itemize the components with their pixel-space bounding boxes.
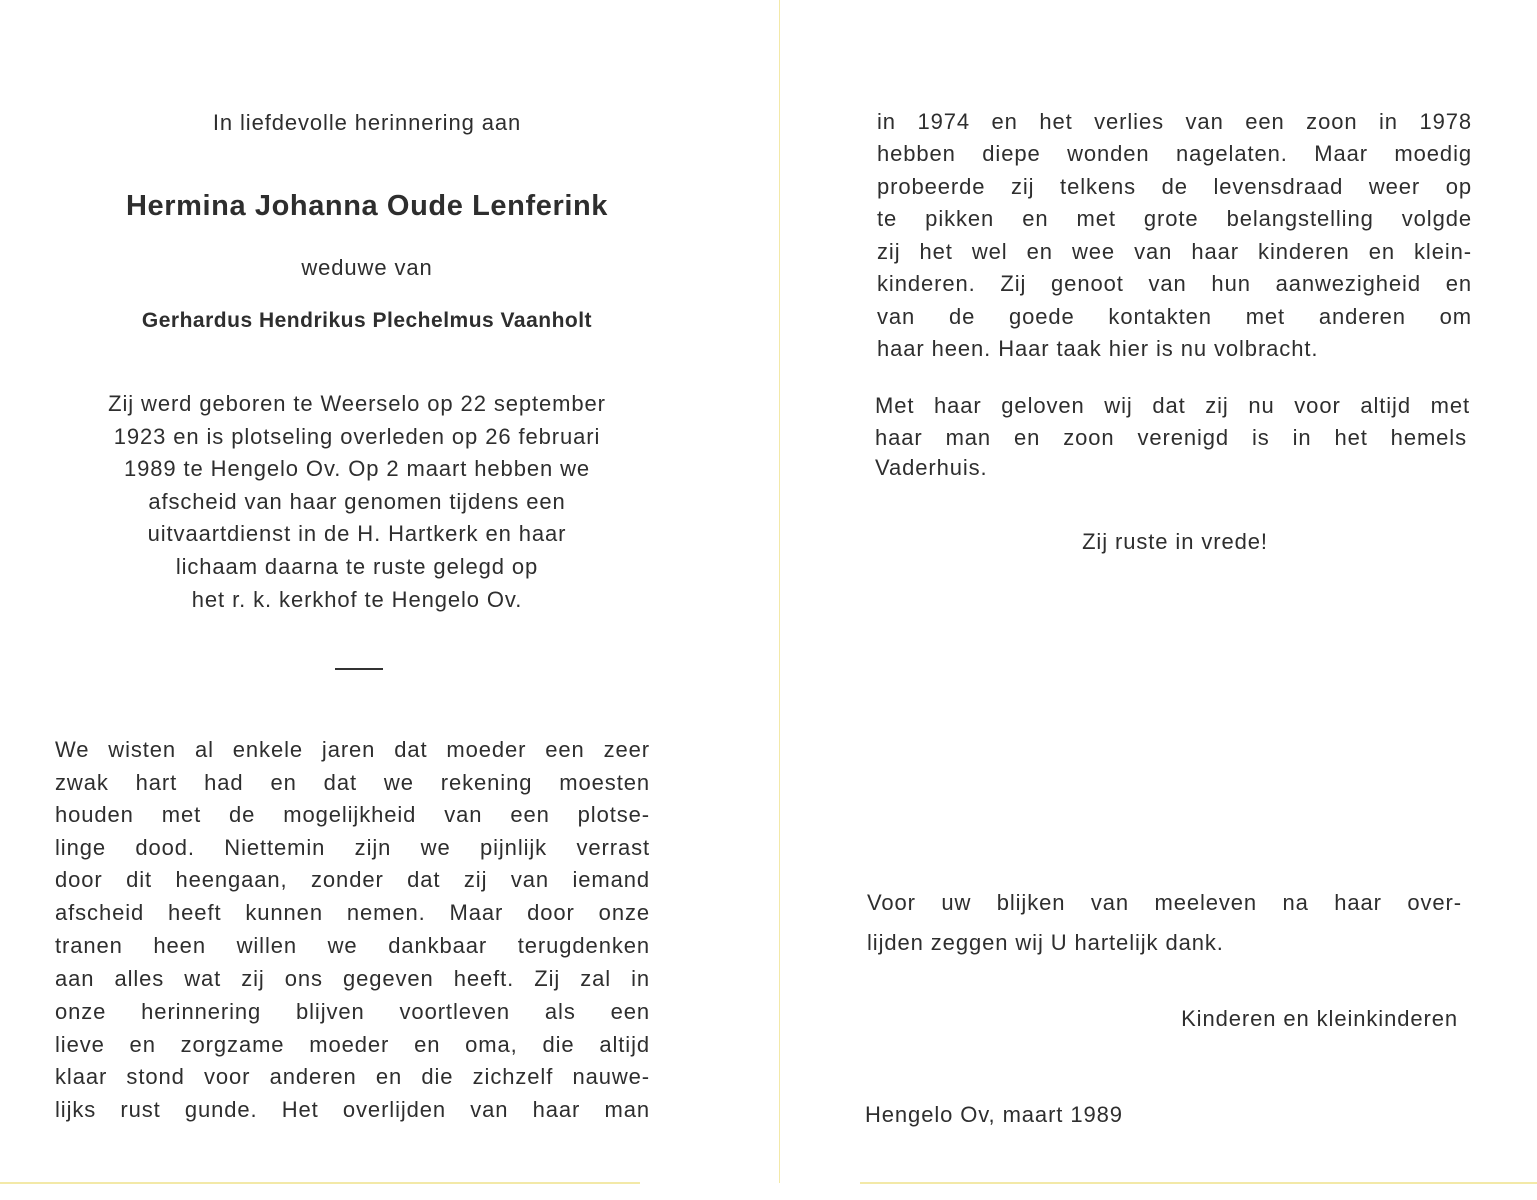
widow-of-line: weduwe van (301, 255, 433, 280)
text-line: door dit heengaan, zonder dat zij van iemand (55, 867, 650, 892)
text-line: houden met de mogelijkheid van een plotse- (55, 802, 650, 827)
text-line: van de goede kontakten met anderen om (877, 304, 1472, 329)
faith-line: Vaderhuis. (875, 455, 988, 480)
text-line: zwak hart had en dat we rekening moesten (55, 770, 650, 795)
text-line: probeerde zij telkens de levensdraad weer op (877, 174, 1472, 199)
text-line: onze herinnering blijven voortleven als een (55, 999, 650, 1024)
intro-line: In liefdevolle herinnering aan (212, 110, 522, 135)
faith-line: Met haar geloven wij dat zij nu voor altijd met (875, 393, 1470, 418)
text-line: haar heen. Haar taak hier is nu volbracht. (877, 336, 1319, 361)
bio-line: 1989 te Hengelo Ov. Op 2 maart hebben we (123, 456, 591, 481)
bio-line: Zij werd geboren te Weerselo op 22 september (108, 391, 606, 416)
bio-line: uitvaartdienst in de H. Hartkerk en haar (147, 521, 567, 546)
text-line: lijks rust gunde. Het overlijden van haar man (55, 1097, 650, 1122)
bio-line: het r. k. kerkhof te Hengelo Ov. (191, 587, 523, 612)
text-line: aan alles wat zij ons gegeven heeft. Zij zal in (55, 966, 650, 991)
text-line: kinderen. Zij genoot van hun aanwezigheid en (877, 271, 1472, 296)
text-line: afscheid heeft kunnen nemen. Maar door onze (55, 900, 650, 925)
text-line: linge dood. Niettemin zijn we pijnlijk verrast (55, 835, 650, 860)
text-line: hebben diepe wonden nagelaten. Maar moedig (877, 141, 1472, 166)
thanks-line: Voor uw blijken van meeleven na haar over- (867, 890, 1462, 915)
text-line: zij het wel en wee van haar kinderen en klein- (877, 239, 1472, 264)
bio-line: 1923 en is plotseling overleden op 26 februari (113, 424, 601, 449)
text-line: tranen heen willen we dankbaar terugdenken (55, 933, 650, 958)
bio-line: afscheid van haar genomen tijdens een (148, 489, 566, 514)
rest-in-peace: Zij ruste in vrede! (1082, 529, 1268, 554)
signature: Kinderen en kleinkinderen (1181, 1006, 1458, 1031)
text-line: in 1974 en het verlies van een zoon in 1978 (877, 109, 1472, 134)
deceased-name: Hermina Johanna Oude Lenferink (125, 190, 609, 222)
card-bottom-edge (0, 1182, 640, 1184)
text-line: klaar stond voor anderen en die zichzelf nauwe- (55, 1064, 650, 1089)
text-line: lieve en zorgzame moeder en oma, die altijd (55, 1032, 650, 1057)
place-date: Hengelo Ov, maart 1989 (865, 1102, 1123, 1127)
thanks-line: lijden zeggen wij U hartelijk dank. (867, 930, 1224, 955)
husband-name: Gerhardus Hendrikus Plechelmus Vaanholt (141, 309, 593, 332)
text-line: We wisten al enkele jaren dat moeder een zeer (55, 737, 650, 762)
text-line: te pikken en met grote belangstelling volgde (877, 206, 1472, 231)
card-bottom-edge (860, 1182, 1537, 1184)
separator-dash (335, 668, 383, 670)
bio-line: lichaam daarna te ruste gelegd op (175, 554, 539, 579)
card-fold-line (779, 0, 780, 1183)
faith-line: haar man en zoon verenigd is in het hemels (875, 425, 1467, 450)
